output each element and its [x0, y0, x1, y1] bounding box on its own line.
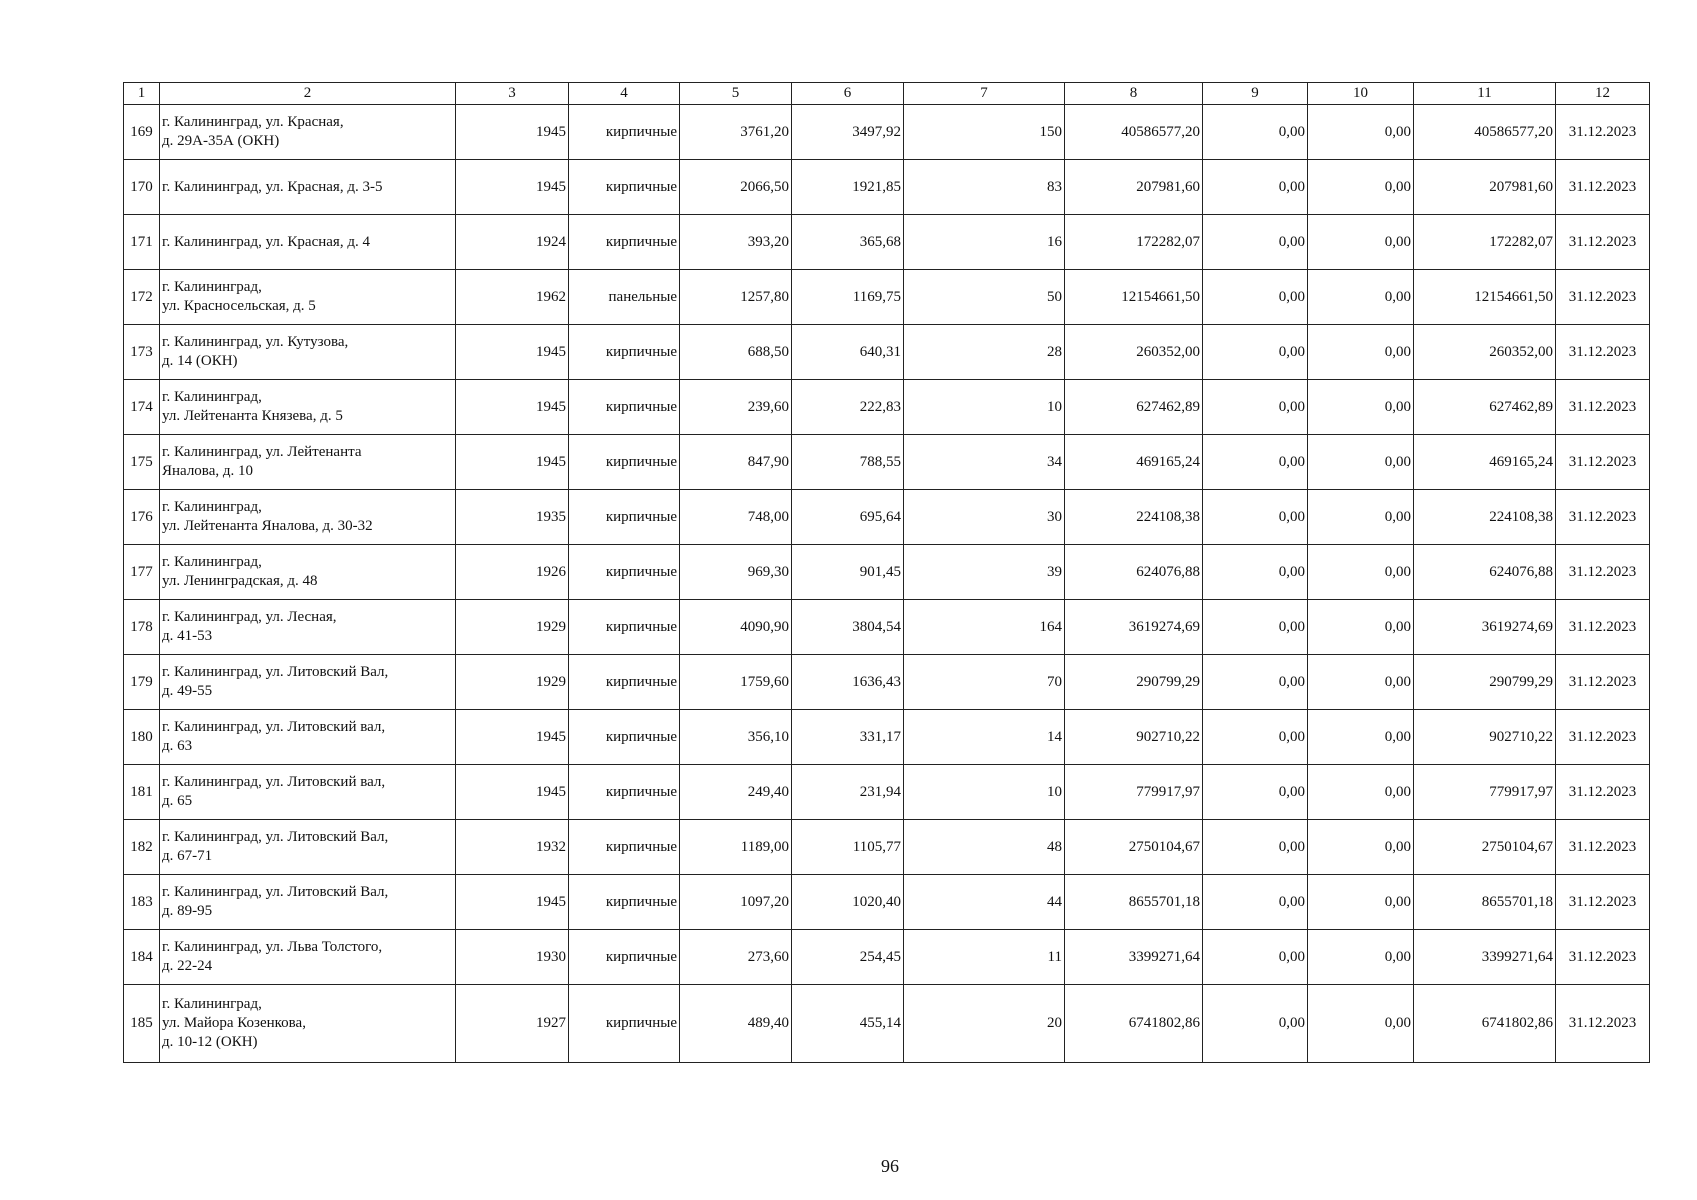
year-cell: 1945 [456, 710, 569, 765]
table-row [124, 325, 1650, 380]
year-cell: 1926 [456, 545, 569, 600]
total-cost-cell: 902710,22 [1065, 710, 1203, 765]
address-line: д. 10-12 (ОКН) [162, 1034, 258, 1050]
total-area-cell: 688,50 [680, 325, 792, 380]
year-cell: 1962 [456, 270, 569, 325]
address-cell [160, 710, 456, 765]
row-number-cell: 172 [124, 270, 160, 325]
living-area-cell: 331,17 [792, 710, 904, 765]
col9-cell: 0,00 [1203, 875, 1308, 930]
year-cell: 1924 [456, 215, 569, 270]
residents-cell: 70 [904, 655, 1065, 710]
col10-cell: 0,00 [1308, 105, 1414, 160]
residents-cell: 20 [904, 985, 1065, 1063]
table-row [124, 435, 1650, 490]
table-row [124, 820, 1650, 875]
wall-material-cell: кирпичные [569, 875, 680, 930]
wall-material-cell: кирпичные [569, 380, 680, 435]
address-line: г. Калининград, ул. Лейтенанта [162, 444, 362, 460]
total-area-cell: 356,10 [680, 710, 792, 765]
col11-cell: 2750104,67 [1414, 820, 1556, 875]
wall-material-cell: кирпичные [569, 710, 680, 765]
address-line: ул. Красносельская, д. 5 [162, 298, 316, 314]
col9-cell: 0,00 [1203, 545, 1308, 600]
col9-cell: 0,00 [1203, 270, 1308, 325]
total-area-cell: 3761,20 [680, 105, 792, 160]
total-cost-cell: 224108,38 [1065, 490, 1203, 545]
row-number-cell: 178 [124, 600, 160, 655]
page-number: 96 [881, 1156, 899, 1176]
residents-cell: 150 [904, 105, 1065, 160]
address-cell [160, 820, 456, 875]
column-header: 4 [569, 83, 680, 105]
deadline-date-cell: 31.12.2023 [1556, 490, 1650, 545]
row-number-cell: 176 [124, 490, 160, 545]
wall-material-cell: кирпичные [569, 600, 680, 655]
address-cell [160, 600, 456, 655]
total-cost-cell: 3399271,64 [1065, 930, 1203, 985]
address-line: г. Калининград, ул. Литовский вал, [162, 719, 386, 735]
wall-material-cell: кирпичные [569, 765, 680, 820]
wall-material-cell: панельные [569, 270, 680, 325]
deadline-date-cell: 31.12.2023 [1556, 985, 1650, 1063]
total-cost-cell: 8655701,18 [1065, 875, 1203, 930]
address-line: д. 63 [162, 738, 193, 754]
col11-cell: 3619274,69 [1414, 600, 1556, 655]
col10-cell: 0,00 [1308, 930, 1414, 985]
deadline-date-cell: 31.12.2023 [1556, 160, 1650, 215]
deadline-date-cell: 31.12.2023 [1556, 380, 1650, 435]
row-number-cell: 175 [124, 435, 160, 490]
address-line: г. Калининград, ул. Литовский Вал, [162, 664, 389, 680]
col10-cell: 0,00 [1308, 490, 1414, 545]
address-line: Яналова, д. 10 [162, 463, 253, 479]
col10-cell: 0,00 [1308, 380, 1414, 435]
living-area-cell: 1169,75 [792, 270, 904, 325]
year-cell: 1927 [456, 985, 569, 1063]
address-cell [160, 655, 456, 710]
address-cell [160, 105, 456, 160]
address-line: ул. Ленинградская, д. 48 [162, 573, 318, 589]
year-cell: 1945 [456, 435, 569, 490]
address-line: г. Калининград, [162, 499, 262, 515]
total-cost-cell: 6741802,86 [1065, 985, 1203, 1063]
deadline-date-cell: 31.12.2023 [1556, 325, 1650, 380]
total-cost-cell: 290799,29 [1065, 655, 1203, 710]
address-line: д. 89-95 [162, 903, 213, 919]
column-header: 8 [1065, 83, 1203, 105]
col10-cell: 0,00 [1308, 600, 1414, 655]
living-area-cell: 3804,54 [792, 600, 904, 655]
residents-cell: 10 [904, 765, 1065, 820]
col9-cell: 0,00 [1203, 930, 1308, 985]
total-cost-cell: 779917,97 [1065, 765, 1203, 820]
address-cell [160, 270, 456, 325]
address-line: д. 49-55 [162, 683, 213, 699]
column-header: 3 [456, 83, 569, 105]
column-number-row [124, 83, 1650, 105]
total-cost-cell: 172282,07 [1065, 215, 1203, 270]
living-area-cell: 254,45 [792, 930, 904, 985]
address-cell [160, 160, 456, 215]
total-area-cell: 748,00 [680, 490, 792, 545]
column-header: 9 [1203, 83, 1308, 105]
total-cost-cell: 260352,00 [1065, 325, 1203, 380]
address-line: д. 67-71 [162, 848, 213, 864]
address-cell [160, 765, 456, 820]
address-cell [160, 380, 456, 435]
col11-cell: 8655701,18 [1414, 875, 1556, 930]
total-area-cell: 2066,50 [680, 160, 792, 215]
total-area-cell: 1097,20 [680, 875, 792, 930]
col11-cell: 3399271,64 [1414, 930, 1556, 985]
wall-material-cell: кирпичные [569, 105, 680, 160]
living-area-cell: 788,55 [792, 435, 904, 490]
wall-material-cell: кирпичные [569, 545, 680, 600]
col9-cell: 0,00 [1203, 215, 1308, 270]
deadline-date-cell: 31.12.2023 [1556, 270, 1650, 325]
registry-body [124, 105, 1650, 1063]
residents-cell: 50 [904, 270, 1065, 325]
living-area-cell: 1921,85 [792, 160, 904, 215]
residents-cell: 28 [904, 325, 1065, 380]
col10-cell: 0,00 [1308, 545, 1414, 600]
total-area-cell: 273,60 [680, 930, 792, 985]
col9-cell: 0,00 [1203, 490, 1308, 545]
row-number-cell: 177 [124, 545, 160, 600]
col9-cell: 0,00 [1203, 655, 1308, 710]
column-header: 12 [1556, 83, 1650, 105]
total-cost-cell: 2750104,67 [1065, 820, 1203, 875]
residents-cell: 44 [904, 875, 1065, 930]
col10-cell: 0,00 [1308, 325, 1414, 380]
row-number-cell: 183 [124, 875, 160, 930]
row-number-cell: 179 [124, 655, 160, 710]
year-cell: 1945 [456, 765, 569, 820]
column-header: 5 [680, 83, 792, 105]
year-cell: 1945 [456, 875, 569, 930]
column-header: 6 [792, 83, 904, 105]
address-line: ул. Лейтенанта Князева, д. 5 [162, 408, 343, 424]
residents-cell: 48 [904, 820, 1065, 875]
col11-cell: 207981,60 [1414, 160, 1556, 215]
col10-cell: 0,00 [1308, 820, 1414, 875]
address-line: г. Калининград, [162, 389, 262, 405]
total-area-cell: 239,60 [680, 380, 792, 435]
row-number-cell: 185 [124, 985, 160, 1063]
col11-cell: 40586577,20 [1414, 105, 1556, 160]
col11-cell: 260352,00 [1414, 325, 1556, 380]
column-header: 11 [1414, 83, 1556, 105]
living-area-cell: 901,45 [792, 545, 904, 600]
deadline-date-cell: 31.12.2023 [1556, 875, 1650, 930]
address-cell [160, 435, 456, 490]
address-line: г. Калининград, ул. Кутузова, [162, 334, 349, 350]
col11-cell: 6741802,86 [1414, 985, 1556, 1063]
deadline-date-cell: 31.12.2023 [1556, 930, 1650, 985]
living-area-cell: 365,68 [792, 215, 904, 270]
address-cell [160, 215, 456, 270]
wall-material-cell: кирпичные [569, 215, 680, 270]
col10-cell: 0,00 [1308, 435, 1414, 490]
column-header: 10 [1308, 83, 1414, 105]
housing-registry-table [123, 82, 1650, 1063]
residents-cell: 16 [904, 215, 1065, 270]
wall-material-cell: кирпичные [569, 930, 680, 985]
year-cell: 1929 [456, 600, 569, 655]
row-number-cell: 170 [124, 160, 160, 215]
address-line: д. 14 (ОКН) [162, 353, 238, 369]
total-cost-cell: 3619274,69 [1065, 600, 1203, 655]
row-number-cell: 173 [124, 325, 160, 380]
col9-cell: 0,00 [1203, 325, 1308, 380]
living-area-cell: 222,83 [792, 380, 904, 435]
residents-cell: 39 [904, 545, 1065, 600]
residents-cell: 34 [904, 435, 1065, 490]
table-row [124, 215, 1650, 270]
living-area-cell: 455,14 [792, 985, 904, 1063]
col11-cell: 172282,07 [1414, 215, 1556, 270]
total-cost-cell: 624076,88 [1065, 545, 1203, 600]
col10-cell: 0,00 [1308, 215, 1414, 270]
address-line: г. Калининград, ул. Литовский Вал, [162, 884, 389, 900]
col9-cell: 0,00 [1203, 380, 1308, 435]
col9-cell: 0,00 [1203, 600, 1308, 655]
col11-cell: 469165,24 [1414, 435, 1556, 490]
total-area-cell: 1189,00 [680, 820, 792, 875]
total-area-cell: 969,30 [680, 545, 792, 600]
deadline-date-cell: 31.12.2023 [1556, 765, 1650, 820]
row-number-cell: 169 [124, 105, 160, 160]
col10-cell: 0,00 [1308, 985, 1414, 1063]
living-area-cell: 1020,40 [792, 875, 904, 930]
col10-cell: 0,00 [1308, 875, 1414, 930]
table-row [124, 765, 1650, 820]
address-line: г. Калининград, ул. Литовский вал, [162, 774, 386, 790]
table-row [124, 600, 1650, 655]
deadline-date-cell: 31.12.2023 [1556, 105, 1650, 160]
total-area-cell: 1759,60 [680, 655, 792, 710]
deadline-date-cell: 31.12.2023 [1556, 545, 1650, 600]
total-cost-cell: 40586577,20 [1065, 105, 1203, 160]
residents-cell: 14 [904, 710, 1065, 765]
address-cell [160, 875, 456, 930]
deadline-date-cell: 31.12.2023 [1556, 820, 1650, 875]
table-row [124, 270, 1650, 325]
address-line: д. 41-53 [162, 628, 213, 644]
row-number-cell: 182 [124, 820, 160, 875]
year-cell: 1945 [456, 160, 569, 215]
col10-cell: 0,00 [1308, 160, 1414, 215]
table-row [124, 930, 1650, 985]
living-area-cell: 1105,77 [792, 820, 904, 875]
table-row [124, 710, 1650, 765]
wall-material-cell: кирпичные [569, 985, 680, 1063]
residents-cell: 10 [904, 380, 1065, 435]
col9-cell: 0,00 [1203, 820, 1308, 875]
address-cell [160, 985, 456, 1063]
col9-cell: 0,00 [1203, 160, 1308, 215]
address-line: г. Калининград, ул. Красная, [162, 114, 344, 130]
living-area-cell: 640,31 [792, 325, 904, 380]
year-cell: 1932 [456, 820, 569, 875]
row-number-cell: 171 [124, 215, 160, 270]
row-number-cell: 174 [124, 380, 160, 435]
table-row [124, 545, 1650, 600]
residents-cell: 11 [904, 930, 1065, 985]
column-header: 1 [124, 83, 160, 105]
deadline-date-cell: 31.12.2023 [1556, 435, 1650, 490]
table-row [124, 490, 1650, 545]
address-cell [160, 545, 456, 600]
address-line: г. Калининград, ул. Литовский Вал, [162, 829, 389, 845]
table-row [124, 105, 1650, 160]
row-number-cell: 180 [124, 710, 160, 765]
total-area-cell: 393,20 [680, 215, 792, 270]
deadline-date-cell: 31.12.2023 [1556, 600, 1650, 655]
total-cost-cell: 207981,60 [1065, 160, 1203, 215]
deadline-date-cell: 31.12.2023 [1556, 710, 1650, 765]
living-area-cell: 695,64 [792, 490, 904, 545]
col11-cell: 624076,88 [1414, 545, 1556, 600]
total-area-cell: 489,40 [680, 985, 792, 1063]
col11-cell: 627462,89 [1414, 380, 1556, 435]
address-line: г. Калининград, [162, 554, 262, 570]
table-row [124, 875, 1650, 930]
col10-cell: 0,00 [1308, 655, 1414, 710]
deadline-date-cell: 31.12.2023 [1556, 215, 1650, 270]
total-area-cell: 847,90 [680, 435, 792, 490]
col11-cell: 902710,22 [1414, 710, 1556, 765]
total-area-cell: 1257,80 [680, 270, 792, 325]
address-line: д. 65 [162, 793, 193, 809]
address-cell [160, 930, 456, 985]
col11-cell: 224108,38 [1414, 490, 1556, 545]
table-row [124, 985, 1650, 1063]
year-cell: 1935 [456, 490, 569, 545]
address-cell [160, 325, 456, 380]
row-number-cell: 184 [124, 930, 160, 985]
address-line: г. Калининград, ул. Лесная, [162, 609, 337, 625]
col10-cell: 0,00 [1308, 270, 1414, 325]
wall-material-cell: кирпичные [569, 490, 680, 545]
residents-cell: 83 [904, 160, 1065, 215]
column-header: 2 [160, 83, 456, 105]
address-line: д. 29А-35А (ОКН) [162, 133, 280, 149]
wall-material-cell: кирпичные [569, 435, 680, 490]
total-cost-cell: 12154661,50 [1065, 270, 1203, 325]
year-cell: 1929 [456, 655, 569, 710]
year-cell: 1945 [456, 380, 569, 435]
col9-cell: 0,00 [1203, 765, 1308, 820]
col9-cell: 0,00 [1203, 435, 1308, 490]
wall-material-cell: кирпичные [569, 160, 680, 215]
table-row [124, 160, 1650, 215]
col11-cell: 779917,97 [1414, 765, 1556, 820]
col11-cell: 12154661,50 [1414, 270, 1556, 325]
year-cell: 1930 [456, 930, 569, 985]
column-header: 7 [904, 83, 1065, 105]
address-line: г. Калининград, [162, 996, 262, 1012]
address-line: г. Калининград, ул. Льва Толстого, [162, 939, 383, 955]
address-line: ул. Лейтенанта Яналова, д. 30-32 [162, 518, 373, 534]
year-cell: 1945 [456, 105, 569, 160]
address-line: д. 22-24 [162, 958, 213, 974]
total-area-cell: 4090,90 [680, 600, 792, 655]
col9-cell: 0,00 [1203, 105, 1308, 160]
row-number-cell: 181 [124, 765, 160, 820]
address-line: ул. Майора Козенкова, [162, 1015, 306, 1031]
living-area-cell: 231,94 [792, 765, 904, 820]
col9-cell: 0,00 [1203, 985, 1308, 1063]
col9-cell: 0,00 [1203, 710, 1308, 765]
col10-cell: 0,00 [1308, 710, 1414, 765]
address-line: г. Калининград, ул. Красная, д. 3-5 [162, 178, 383, 195]
deadline-date-cell: 31.12.2023 [1556, 655, 1650, 710]
wall-material-cell: кирпичные [569, 655, 680, 710]
residents-cell: 30 [904, 490, 1065, 545]
col11-cell: 290799,29 [1414, 655, 1556, 710]
residents-cell: 164 [904, 600, 1065, 655]
col10-cell: 0,00 [1308, 765, 1414, 820]
year-cell: 1945 [456, 325, 569, 380]
address-line: г. Калининград, [162, 279, 262, 295]
address-line: г. Калининград, ул. Красная, д. 4 [162, 233, 370, 250]
table-row [124, 655, 1650, 710]
wall-material-cell: кирпичные [569, 820, 680, 875]
living-area-cell: 3497,92 [792, 105, 904, 160]
table-row [124, 380, 1650, 435]
living-area-cell: 1636,43 [792, 655, 904, 710]
total-cost-cell: 627462,89 [1065, 380, 1203, 435]
address-cell [160, 490, 456, 545]
total-area-cell: 249,40 [680, 765, 792, 820]
wall-material-cell: кирпичные [569, 325, 680, 380]
total-cost-cell: 469165,24 [1065, 435, 1203, 490]
